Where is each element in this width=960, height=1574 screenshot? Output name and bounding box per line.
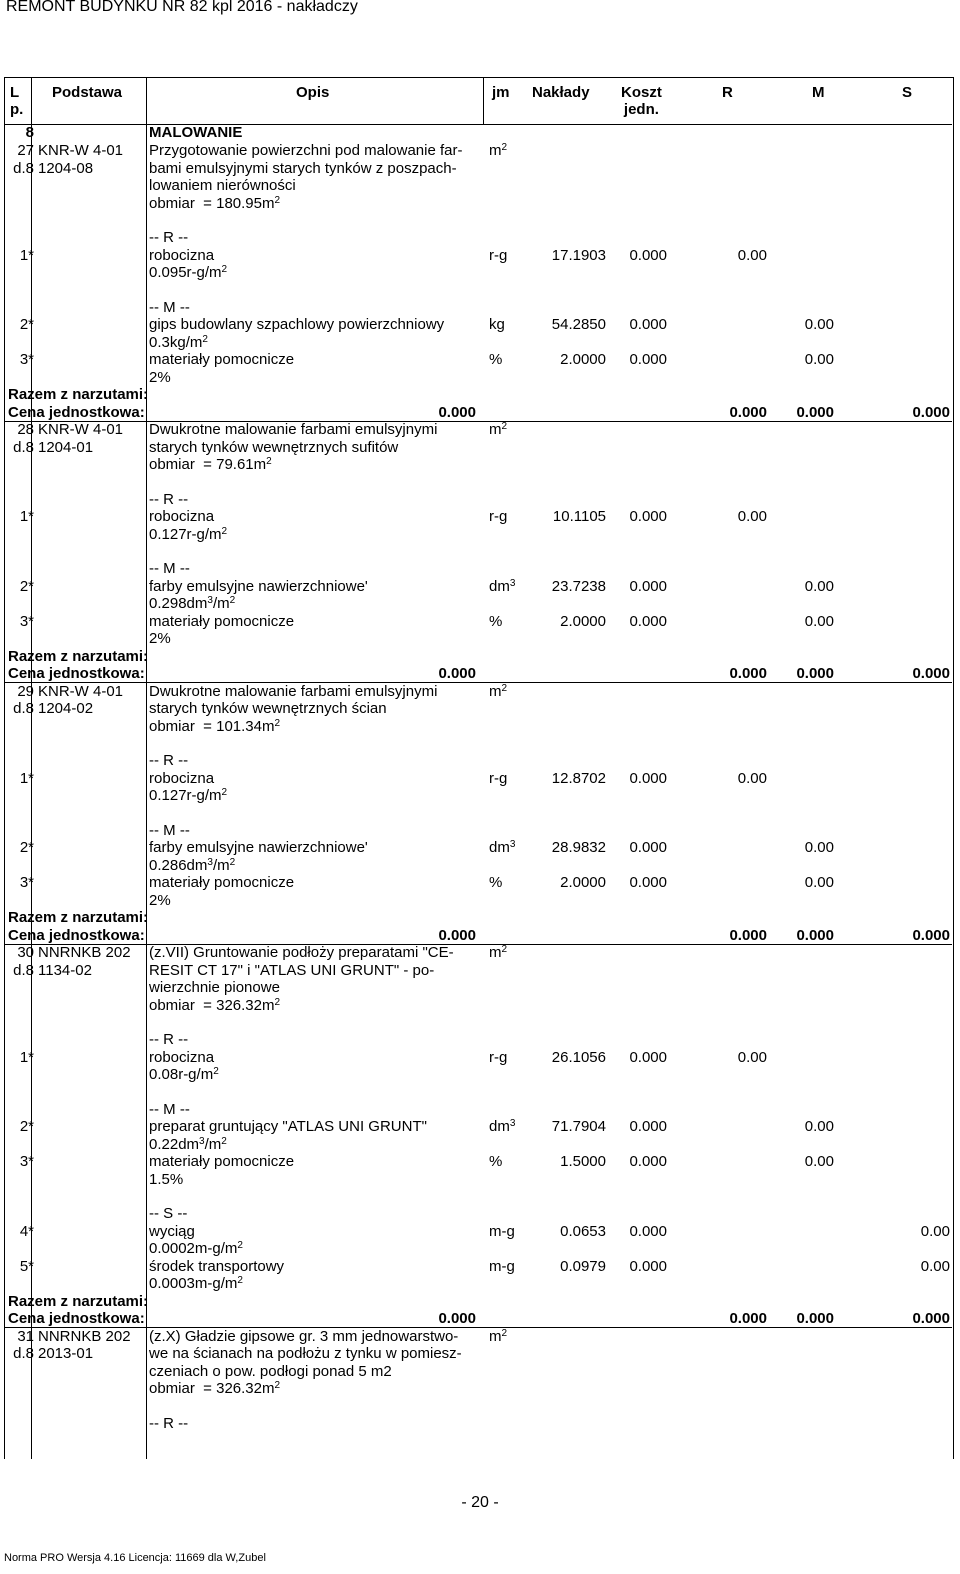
resource-group-label: -- M -- xyxy=(149,1100,190,1118)
position-obmiar: obmiar = $180.95m^2$ xyxy=(149,194,281,212)
position-dept: d.8 xyxy=(13,700,34,717)
resource-koszt: 0.000 xyxy=(629,769,667,787)
resource-jm: r-g xyxy=(489,769,508,787)
resource-cost-m: 0.00 xyxy=(804,1118,834,1135)
position-lp: 30 xyxy=(17,944,34,961)
cena-label: Cena jednostkowa: xyxy=(8,1310,145,1327)
position-lp: 29 xyxy=(17,682,34,700)
position-basis: KNR-W 4-01 xyxy=(38,142,124,159)
position-description: Przygotowanie powierzchni pod malowanie far- xyxy=(149,142,463,159)
position-basis-code: 1204-08 xyxy=(38,159,94,177)
position-description: lowaniem nierówności xyxy=(149,177,296,194)
resource-koszt: 0.000 xyxy=(629,839,667,856)
resource-cost-r: 0.00 xyxy=(737,1048,767,1066)
resource-cost-m: 0.00 xyxy=(804,316,834,333)
resource-cost-r: 0.00 xyxy=(737,508,767,525)
resource-jm: $dm^3$ xyxy=(489,577,516,595)
resource-jm: % xyxy=(489,351,503,368)
cena-koszt: 0.000 xyxy=(438,1310,476,1327)
cena-r: 0.000 xyxy=(729,665,767,682)
position-obmiar: obmiar = $79.61m^2$ xyxy=(149,456,272,473)
position-jm: $m^2$ xyxy=(489,421,508,438)
resource-lp: 3* xyxy=(19,351,34,368)
razem-label: Razem z narzutami: xyxy=(8,1292,149,1310)
cena-s: 0.000 xyxy=(912,1310,950,1327)
resource-name: farby emulsyjne nawierzchniowe' xyxy=(149,839,368,856)
resource-name: materiały pomocnicze xyxy=(149,874,295,891)
position-basis: KNR-W 4-01 xyxy=(38,421,124,438)
razem-label: Razem z narzutami: xyxy=(8,647,149,665)
resource-name: robocizna xyxy=(149,769,215,787)
resource-cost-m: 0.00 xyxy=(804,839,834,856)
resource-group-label: -- R -- xyxy=(149,752,189,769)
position-jm: $m^2$ xyxy=(489,1327,508,1345)
resource-cost-m: 0.00 xyxy=(804,874,834,891)
position-lp: 27 xyxy=(17,142,34,159)
cena-m: 0.000 xyxy=(796,926,834,944)
position-dept: d.8 xyxy=(13,159,34,177)
resource-lp: 3* xyxy=(19,1153,34,1170)
position-description: wierzchnie pionowe xyxy=(149,979,280,996)
resource-norm: $0.08r-g/m^2$ xyxy=(149,1066,219,1083)
resource-jm: % xyxy=(489,874,503,891)
position-description: starych tynków wewnętrznych sufitów xyxy=(149,438,399,456)
resource-lp: 3* xyxy=(19,874,34,891)
resource-naklady: 10.1105 xyxy=(552,508,606,525)
position-basis-code: 1134-02 xyxy=(38,961,92,979)
position-description: we na ścianach na podłożu z tynku w pomiesz- xyxy=(149,1345,462,1362)
resource-koszt: 0.000 xyxy=(629,874,667,891)
resource-naklady: 71.7904 xyxy=(551,1118,606,1135)
cena-r: 0.000 xyxy=(729,1310,767,1327)
resource-name: farby emulsyjne nawierzchniowe' xyxy=(149,577,368,595)
resource-naklady: 28.9832 xyxy=(551,839,606,856)
resource-lp: 1* xyxy=(19,1048,34,1066)
resource-jm: $dm^3$ xyxy=(489,839,516,856)
resource-name: robocizna xyxy=(149,508,215,525)
position-basis: KNR-W 4-01 xyxy=(38,682,124,700)
resource-lp: 2* xyxy=(19,577,34,595)
section-number: 8 xyxy=(25,124,34,141)
resource-lp: 2* xyxy=(19,839,34,856)
resource-norm: 2% xyxy=(149,891,171,909)
resource-jm: kg xyxy=(489,316,505,333)
position-basis-code: 2013-01 xyxy=(38,1345,94,1362)
resource-group-label: -- M -- xyxy=(149,821,190,839)
resource-cost-m: 0.00 xyxy=(804,577,834,595)
position-description: bami emulsyjnymi starych tynków z poszpach- xyxy=(149,159,457,177)
resource-norm: 1.5% xyxy=(149,1170,184,1188)
position-description: starych tynków wewnętrznych ścian xyxy=(149,700,387,717)
row-separator xyxy=(4,1327,952,1328)
position-basis-code: 1204-02 xyxy=(38,700,94,717)
resource-cost-m: 0.00 xyxy=(804,1153,834,1170)
resource-name: środek transportowy xyxy=(149,1257,285,1275)
resource-naklady: 1.5000 xyxy=(560,1153,606,1170)
resource-group-label: -- S -- xyxy=(149,1205,188,1222)
resource-lp: 5* xyxy=(19,1257,34,1275)
resource-norm: $0.0003m-g/m^2$ xyxy=(149,1275,243,1292)
cena-r: 0.000 xyxy=(729,926,767,944)
resource-norm: $0.127r-g/m^2$ xyxy=(149,787,228,804)
resource-naklady: 23.7238 xyxy=(551,577,606,595)
resource-name: preparat gruntujący "ATLAS UNI GRUNT" xyxy=(149,1118,427,1135)
header-koszt: Koszt jedn. xyxy=(621,84,662,118)
resource-naklady: 2.0000 xyxy=(560,351,606,368)
position-description: RESIT CT 17" i "ATLAS UNI GRUNT" - po- xyxy=(149,961,435,979)
resource-cost-s: 0.00 xyxy=(920,1222,950,1240)
row-separator xyxy=(4,421,952,422)
resource-koszt: 0.000 xyxy=(629,351,667,368)
resource-koszt: 0.000 xyxy=(629,1257,667,1275)
resource-name: robocizna xyxy=(149,1048,215,1066)
resource-koszt: 0.000 xyxy=(629,1153,667,1170)
row-separator xyxy=(4,944,952,945)
resource-group-label: -- M -- xyxy=(149,298,190,316)
resource-norm: $0.286dm^3/m^2$ xyxy=(149,856,236,874)
position-lp: 28 xyxy=(17,421,34,438)
position-basis: NNRNKB 202 xyxy=(38,1327,131,1345)
row-separator xyxy=(4,682,952,683)
header-opis: Opis xyxy=(296,84,330,101)
cena-label: Cena jednostkowa: xyxy=(8,403,145,421)
resource-naklady: 2.0000 xyxy=(560,874,606,891)
column-divider xyxy=(146,78,147,1459)
resource-norm: 2% xyxy=(149,630,171,647)
position-jm: $m^2$ xyxy=(489,142,508,159)
page-number: - 20 - xyxy=(461,1494,499,1511)
resource-lp: 3* xyxy=(19,612,34,630)
position-dept: d.8 xyxy=(13,1345,34,1362)
resource-koszt: 0.000 xyxy=(629,1118,667,1135)
resource-name: robocizna xyxy=(149,246,215,264)
cena-m: 0.000 xyxy=(796,665,834,682)
header-r: R xyxy=(722,84,733,101)
resource-norm: $0.298dm^3/m^2$ xyxy=(149,595,236,612)
cena-m: 0.000 xyxy=(796,403,834,421)
resource-jm: r-g xyxy=(489,1048,508,1066)
header-naklady: Nakłady xyxy=(532,84,590,101)
cena-koszt: 0.000 xyxy=(438,403,476,421)
resource-koszt: 0.000 xyxy=(629,316,667,333)
position-description: (z.VII) Gruntowanie podłoży preparatami "CE- xyxy=(149,944,454,961)
resource-norm: $0.22dm^3/m^2$ xyxy=(149,1135,227,1153)
resource-name: gips budowlany szpachlowy powierzchniowy xyxy=(149,316,445,333)
cena-label: Cena jednostkowa: xyxy=(8,665,145,682)
resource-naklady: 2.0000 xyxy=(560,612,606,630)
resource-naklady: 54.2850 xyxy=(551,316,606,333)
resource-group-label: -- R -- xyxy=(149,490,189,508)
section-title: MALOWANIE xyxy=(149,124,243,141)
position-dept: d.8 xyxy=(13,438,34,456)
resource-koszt: 0.000 xyxy=(629,612,667,630)
header-jm: jm xyxy=(492,84,510,101)
resource-norm: $0.3kg/m^2$ xyxy=(149,333,208,351)
resource-name: materiały pomocnicze xyxy=(149,612,295,630)
resource-koszt: 0.000 xyxy=(629,246,667,264)
resource-norm: 2% xyxy=(149,368,171,386)
resource-group-label: -- R -- xyxy=(149,1414,189,1432)
software-footer: Norma PRO Wersja 4.16 Licencja: 11669 dla W,Zubel xyxy=(4,1552,266,1564)
resource-naklady: 12.8702 xyxy=(551,769,606,787)
resource-naklady: 0.0979 xyxy=(560,1257,606,1275)
resource-group-label: -- R -- xyxy=(149,229,189,246)
resource-cost-m: 0.00 xyxy=(804,612,834,630)
resource-name: materiały pomocnicze xyxy=(149,1153,295,1170)
resource-koszt: 0.000 xyxy=(629,577,667,595)
position-basis-code: 1204-01 xyxy=(38,438,94,456)
resource-naklady: 17.1903 xyxy=(551,246,606,264)
resource-norm: $0.095r-g/m^2$ xyxy=(149,264,228,281)
resource-jm: % xyxy=(489,612,503,630)
cena-s: 0.000 xyxy=(912,665,950,682)
document-title: REMONT BUDYNKU NR 82 kpl 2016 - nakładczy xyxy=(6,0,358,15)
resource-lp: 2* xyxy=(19,1118,34,1135)
table-header xyxy=(4,78,952,125)
resource-name: materiały pomocnicze xyxy=(149,351,295,368)
position-description: Dwukrotne malowanie farbami emulsyjnymi xyxy=(149,421,438,438)
resource-cost-r: 0.00 xyxy=(737,769,767,787)
razem-label: Razem z narzutami: xyxy=(8,386,149,403)
resource-cost-r: 0.00 xyxy=(737,246,767,264)
resource-naklady: 26.1056 xyxy=(551,1048,606,1066)
position-obmiar: obmiar = $326.32m^2$ xyxy=(149,1380,281,1397)
header-podstawa: Podstawa xyxy=(52,84,123,101)
resource-group-label: -- M -- xyxy=(149,560,190,577)
cena-s: 0.000 xyxy=(912,926,950,944)
razem-label: Razem z narzutami: xyxy=(8,909,149,926)
position-lp: 31 xyxy=(17,1327,34,1345)
position-obmiar: obmiar = $101.34m^2$ xyxy=(149,717,281,735)
cost-table xyxy=(4,77,954,1459)
position-description: czeniach o pow. podłogi ponad 5 m2 xyxy=(149,1362,392,1380)
resource-jm: m-g xyxy=(489,1222,515,1240)
cena-label: Cena jednostkowa: xyxy=(8,926,145,944)
resource-jm: m-g xyxy=(489,1257,515,1275)
header-m: M xyxy=(812,84,825,101)
resource-jm: $dm^3$ xyxy=(489,1118,516,1135)
resource-jm: r-g xyxy=(489,246,508,264)
cena-s: 0.000 xyxy=(912,403,950,421)
cena-m: 0.000 xyxy=(796,1310,834,1327)
header-lp: L p. xyxy=(10,84,24,118)
resource-lp: 2* xyxy=(19,316,34,333)
position-jm: $m^2$ xyxy=(489,682,508,700)
resource-lp: 1* xyxy=(19,246,34,264)
resource-norm: $0.0002m-g/m^2$ xyxy=(149,1240,243,1257)
cena-koszt: 0.000 xyxy=(438,665,476,682)
resource-lp: 1* xyxy=(19,508,34,525)
resource-koszt: 0.000 xyxy=(629,1048,667,1066)
resource-lp: 1* xyxy=(19,769,34,787)
cena-r: 0.000 xyxy=(729,403,767,421)
resource-koszt: 0.000 xyxy=(629,1222,667,1240)
resource-lp: 4* xyxy=(19,1222,34,1240)
resource-cost-m: 0.00 xyxy=(804,351,834,368)
position-dept: d.8 xyxy=(13,961,34,979)
resource-group-label: -- R -- xyxy=(149,1031,189,1048)
resource-naklady: 0.0653 xyxy=(560,1222,606,1240)
resource-norm: $0.127r-g/m^2$ xyxy=(149,525,228,543)
resource-koszt: 0.000 xyxy=(629,508,667,525)
position-jm: $m^2$ xyxy=(489,944,508,961)
resource-jm: % xyxy=(489,1153,503,1170)
position-description: Dwukrotne malowanie farbami emulsyjnymi xyxy=(149,682,438,700)
resource-name: wyciąg xyxy=(149,1222,195,1240)
position-basis: NNRNKB 202 xyxy=(38,944,131,961)
resource-jm: r-g xyxy=(489,508,508,525)
position-description: (z.X) Gładzie gipsowe gr. 3 mm jednowarstwo- xyxy=(149,1327,459,1345)
resource-cost-s: 0.00 xyxy=(920,1257,950,1275)
header-s: S xyxy=(902,84,913,101)
column-divider xyxy=(31,78,32,1459)
cena-koszt: 0.000 xyxy=(438,926,476,944)
position-obmiar: obmiar = $326.32m^2$ xyxy=(149,996,281,1014)
